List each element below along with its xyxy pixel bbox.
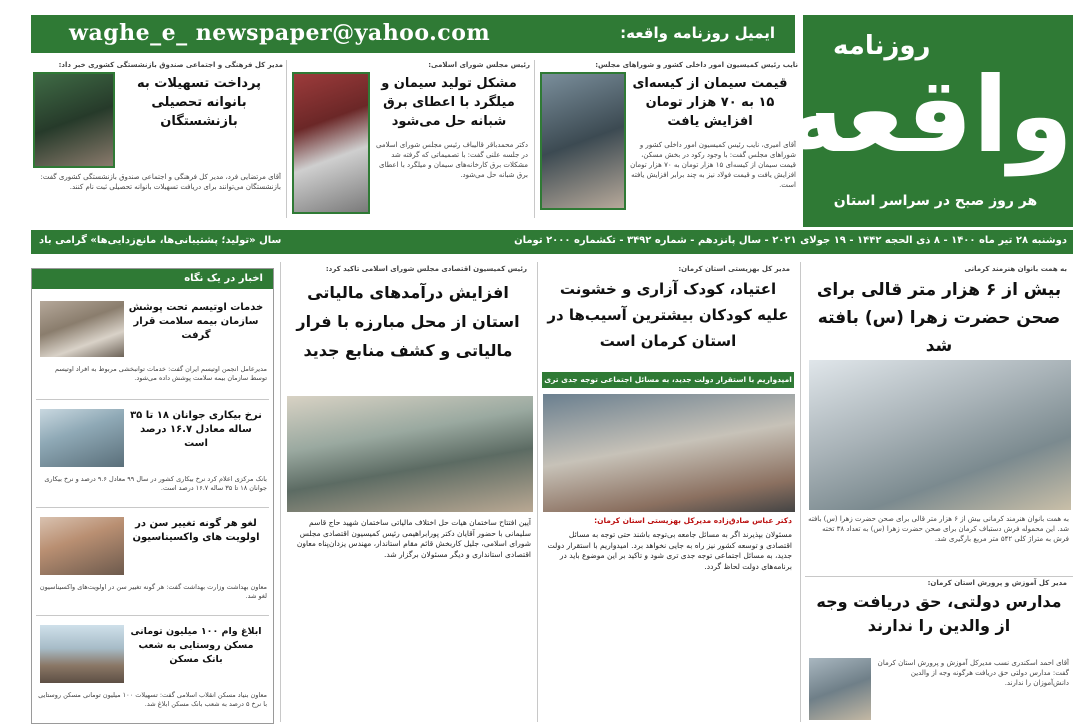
story-kicker: رئیس کمیسیون اقتصادی مجلس شورای اسلامی تاکید کرد:: [325, 265, 527, 273]
sidebar-title: اخبار در یک نگاه: [32, 269, 273, 289]
sidebar-item-headline: نرخ بیکاری جوانان ۱۸ تا ۳۵ ساله معادل ۱۶.۷ درصد است: [130, 410, 262, 449]
masthead: [782, 15, 1073, 227]
photo-amiri: [540, 72, 626, 210]
story-body: آقای مرتضایی فرد، مدیر کل فرهنگی و اجتماعی صندوق بازنشستگی کشوری گفت: بازنشستگان می‌توانند برای دریافت تسهیلات بانوانه تحصیلی ثبت نام کنند.: [40, 173, 281, 191]
story-body: مسئولان بپذیرند اگر به مسائل جامعه بی‌توجه باشند حتی توجه به مسائل اقتصادی و توسعه کشور نیز راه به جایی نخواهد برد. امیدواریم با استقرار دولت جدید، به مسائل اجتماعی توجه جدی تری شود و تاکید بر این موضوع باید در برنامه‌های دولت لحاظ گردد.: [547, 530, 792, 571]
story-headline: قیمت سیمان از کیسه‌ای ۱۵ به ۷۰ هزار تومان افزایش یافت: [632, 76, 788, 129]
email-address[interactable]: waghe_e_ newspaper@yahoo.com: [69, 20, 491, 46]
story-kicker: مدیر کل بهزیستی استان کرمان:: [678, 265, 790, 273]
dateline-slogan: سال «تولید؛ پشتیبانی‌ها، مانع‌زدایی‌ها» گرامی باد: [39, 235, 282, 246]
story-headline: مدارس دولتی، حق دریافت وجه از والدین را ندارند: [816, 592, 1062, 635]
email-label: ایمیل روزنامه واقعه:: [620, 24, 775, 42]
story-carpet[interactable]: [805, 262, 1073, 574]
story-body: دکتر محمدباقر قالیباف رئیس مجلس شورای اسلامی در جلسه علنی گفت: با تصمیماتی که گرفته شد مشکلات برق کارخانه‌های سیمان و میلگرد با اعطای برق شبانه حل می‌شود.: [376, 141, 528, 179]
sidebar-item-body: مدیرعامل انجمن اوتیسم ایران گفت: خدمات توانبخشی مربوط به افراد اوتیسم توسط سازمان بیمه سلامت پوشش داده می‌شود.: [54, 365, 267, 382]
sidebar-item-headline: خدمات اوتیسم تحت پوشش سازمان بیمه سلامت قرار گرفت: [128, 302, 264, 341]
story-headline: مشکل تولید سیمان و میلگرد با اعطای برق شبانه حل می‌شود: [381, 76, 517, 129]
sidebar-item-rural-housing[interactable]: [32, 619, 273, 723]
story-addiction[interactable]: [541, 262, 796, 724]
photo-autism: [40, 301, 124, 357]
story-headline: اعتیاد، کودک آزاری و خشونت علیه کودکان بیشترین آسیب‌ها در استان کرمان است: [547, 280, 789, 350]
story-body: آقای احمد اسکندری نسب مدیرکل آموزش و پرورش استان کرمان گفت: مدارس دولتی حق دریافت هرگونه وجه از والدین دانش‌آموزان را ندارند.: [877, 659, 1069, 687]
story-kicker: مدیر کل فرهنگی و اجتماعی صندوق بازنشستگی کشوری خبر داد:: [58, 61, 283, 69]
masthead-tagline: هر روز صبح در سراسر استان: [833, 193, 1038, 209]
photo-carpet: [809, 360, 1071, 510]
story-kicker: نایب رئیس کمیسیون امور داخلی کشور و شوراهای مجلس:: [595, 61, 798, 69]
sidebar-news: [31, 268, 274, 724]
story-byline: دکتر عباس صادق‌زاده مدیرکل بهزیستی استان کرمان:: [594, 516, 792, 525]
story-body: آیین افتتاح ساختمان هیات حل اختلاف مالیاتی ساختمان شهید حاج قاسم سلیمانی با حضور آقایان دکتر پورابراهیمی رئیس کمیسیون اقتصادی مجلس شورای اسلامی، جلیل کاربخش قائم مقام استاندار، مهندس یزدان‌پناه معاون اقتصادی استانداری و دیگر مسئولان برگزار شد.: [296, 518, 531, 559]
story-body: آقای امیری، نایب رئیس کمیسیون امور داخلی کشور و شوراهای مجلس گفت: با وجود رکود در بخش مسکن، قیمت سیمان از کیسه‌ای ۱۵ هزار تومان به ۷۰ هزار تومان افزایش یافت و قیمت فولاد نیز به چند برابر افزایش یافته است.: [630, 141, 796, 189]
story-schools[interactable]: [805, 578, 1073, 724]
top-story-pensioner-loans[interactable]: [31, 60, 283, 220]
photo-vaccination: [40, 517, 124, 575]
story-headline: بیش از ۶ هزار متر قالی برای صحن حضرت زهرا (س) بافته شد: [816, 280, 1062, 356]
sidebar-item-body: معاون بهداشت وزارت بهداشت گفت: هر گونه تغییر سن در اولویت‌های واکسیناسیون لغو شد.: [39, 583, 267, 600]
sidebar-item-headline: ابلاغ وام ۱۰۰ میلیون تومانی مسکن روستایی به شعب بانک مسکن: [130, 626, 262, 665]
story-headline: پرداخت تسهیلات به بانوانه تحصیلی بازنشستگان: [137, 76, 261, 129]
email-bar: [31, 15, 795, 53]
sidebar-item-headline: لغو هر گونه تغییر سن در اولویت های واکسیناسیون: [132, 518, 260, 543]
masthead-logo: واقعه: [782, 54, 1073, 176]
top-story-cement-price[interactable]: [538, 60, 798, 220]
story-kicker: به همت بانوان هنرمند کرمانی: [964, 265, 1067, 273]
masthead-logo-small: روزنامه: [833, 31, 931, 61]
photo-ghalibaf: [292, 72, 370, 214]
story-tax[interactable]: [285, 262, 533, 724]
sidebar-item-unemployment[interactable]: [32, 403, 273, 503]
story-subhead: امیدواریم با استقرار دولت جدید، به مسائل اجتماعی توجه جدی تری: [542, 372, 794, 388]
sidebar-item-body: معاون بنیاد مسکن انقلاب اسلامی گفت: تسهیلات ۱۰۰ میلیون تومانی مسکن روستایی با نرخ ۵ درصد به شعب بانک مسکن ابلاغ شد.: [38, 691, 267, 708]
story-kicker: مدیر کل آموزش و پرورش استان کرمان:: [927, 579, 1067, 587]
photo-mortazaeifard: [33, 72, 115, 168]
story-caption: به همت بانوان هنرمند کرمانی بیش از ۶ هزار متر قالی برای صحن حضرت زهرا (س) بافته شد. این محموله فرش دستباف کرمان برای صحن حضرت زهرا (س) به تعداد ۳۸ تخته فرش به متراژ کلی ۵۴۲ متر مربع بارگیری شد.: [808, 515, 1069, 543]
photo-rural-housing: [40, 625, 124, 683]
photo-eskandari: [809, 658, 871, 720]
sidebar-item-vaccination[interactable]: [32, 511, 273, 611]
photo-ribbon-cutting: [287, 396, 533, 512]
sidebar-item-body: بانک مرکزی اعلام کرد نرخ بیکاری کشور در سال ۹۹ معادل ۹.۶ درصد و نرخ بیکاری جوانان ۱۸ تا ۳۵ ساله ۱۶.۷ درصد است.: [44, 475, 267, 492]
dateline-bar: [31, 230, 1073, 254]
photo-meeting: [543, 394, 795, 512]
sidebar-item-autism[interactable]: [32, 295, 273, 395]
story-kicker: رئیس مجلس شورای اسلامی:: [428, 61, 530, 69]
story-headline: افزایش درآمدهای مالیاتی استان از محل مبارزه با فرار مالیاتی و کشف منابع جدید: [296, 283, 520, 360]
dateline-date: دوشنبه ۲۸ تیر ماه ۱۴۰۰ - ۸ ذی الحجه ۱۴۴۲ - ۱۹ جولای ۲۰۲۱ - سال پانزدهم - شماره ۳۴۹۲ - تکشماره ۲۰۰۰ تومان: [514, 235, 1067, 246]
top-story-cement-production[interactable]: [290, 60, 530, 220]
photo-unemployment: [40, 409, 124, 467]
